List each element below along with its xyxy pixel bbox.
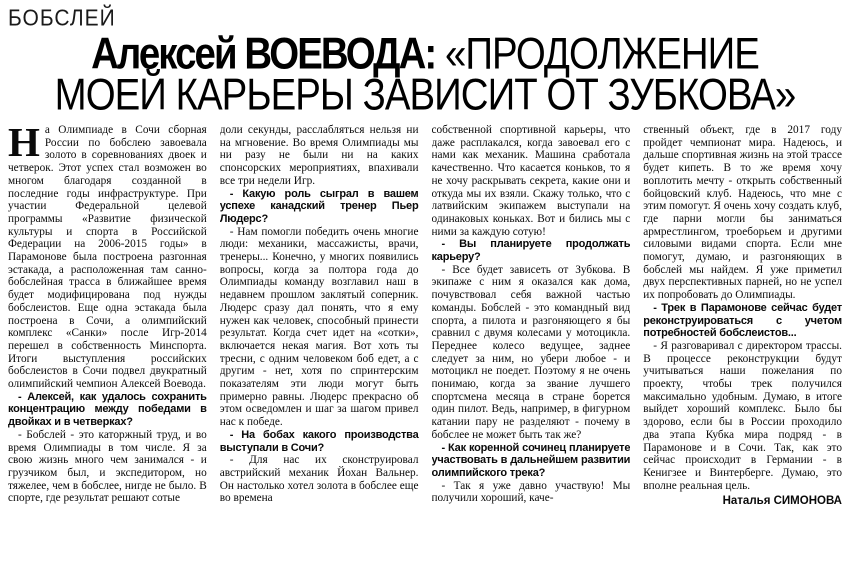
article-column-1 [8,124,207,548]
article-paragraph: ственный объект, где в 2017 году пройдет чемпионат мира. Надеюсь, и дальше спортивная жизнь на этой трассе будет кипеть. В то же время хочу воплотить мечту - открыть собственный бойцовский клуб. Надеюсь, что мне с этим помогут. Я очень хочу создать клуб, где парни могли бы заниматься армрестлингом, троеборьем и другими силовыми видами спорта. Если мне помогут, думаю, и разгоняющих в бобслей мы найдем. Я уже приметил двух перспективных парней, но не успел их попробовать до Олимпиады. [643,124,842,302]
interview-answer: - Для нас их сконструировал австрийский механик Йохан Вальнер. Он настолько хотел золота в бобслее еще во времена [219,454,419,505]
interview-answer: - Я разговаривал с директором трассы. В процессе реконструкции будут учитываться наши пожелания по проекту, чтобы трек получился максимально удобным. Думаю, в итоге выйдет хороший комплекс. Было бы здорово, если бы в России проходило два этапа Кубка мира подряд - в Парамонове и в Сочи. Так, как это сейчас происходит в Германии - в Кенигзее и Винтерберге. Думаю, это вполне реальная цель. [643,339,842,492]
article-paragraph: доли секунды, расслабляться нельзя ни на мгновение. Во время Олимпиады мы ни разу не были ни на каких спонсорских мероприятиях, впахивали все три недели Игр. [219,124,419,187]
byline: Наталья СИМОНОВА [722,495,842,508]
headline-quote-start: «ПРОДОЛЖЕНИЕ [445,29,759,79]
headline-speaker: Алексей ВОЕВОДА: [91,29,436,79]
article-column-3 [432,124,631,548]
interview-question: - Как коренной сочинец планируете участвовать в дальнейшем развитии олимпийского трека? [431,441,631,479]
headline-quote-end: МОЕЙ КАРЬЕРЫ ЗАВИСИТ ОТ ЗУБКОВА» [54,70,796,120]
interview-answer: - Нам помогли победить очень многие люди: механики, массажисты, врачи, тренеры... Конечно, у многих появились вопросы, когда за полтора года до Олимпиады команду возглавил наш в недавнем прошлом заклятый соперник. Людерс сразу дал понять, что я ему нужен как человек, способный принести результат. Когда счет идет на «сотки», включается некая магия. Вот хоть ты тресни, с одним человеком боб едет, а с другим - нет, хотя по спринтерским показателям эти люди могут быть примерно равны. Людерс прекрасно об этом осведомлен и шаг за шагом привел нас к победе. [219,225,419,429]
interview-question: - На бобах какого производства выступали в Сочи? [219,428,419,454]
drop-cap: Н [8,124,40,165]
article-body [8,124,842,548]
interview-question: - Какую роль сыграл в вашем успехе канадский тренер Пьер Людерс? [219,187,419,225]
article-paragraph: собственной спортивной карьеры, что даже расплакался, когда завоевал его с нами как механик. Машина сработала качественно. Что касается коньков, то я не хочу раскрывать секрета, какие они и откуда мы их взяли. Скажу только, что с латвийским экипажем выступали на одинаковых коньках. Вот и бились мы с ними за каждую сотую! [431,124,631,238]
section-kicker: БОБСЛЕЙ [8,6,116,31]
interview-question: - Алексей, как удалось сохранить концентрацию между победами в двойках и в четверках? [8,390,207,429]
interview-question: - Трек в Парамонове сейчас будет реконструироваться с учетом потребностей бобслеистов... [643,301,842,340]
headline-line-2 [25,70,826,120]
interview-answer: - Все будет зависеть от Зубкова. В экипаже с ним я оказался как дома, почувствовал себя важной частью команды. Бобслей - это командный вид спорта, а пилота и разгоняющего я бы сравнил с двумя колесами у мотоцикла. Переднее колесо ведущее, заднее следует за ним, но убери любое - и мотоцикл не поедет. Поэтому я не очень понимаю, когда за звание лучшего спортсмена месяца в стране борется один пилот. Ведь, например, в фигурном катании пару не разделяют - почему в бобслее не может быть так же? [431,263,631,441]
interview-question: - Вы планируете продолжать карьеру? [431,238,631,264]
article-headline [8,29,842,120]
article-column-4 [643,124,842,548]
interview-answer: - Бобслей - это каторжный труд, и во время Олимпиады в том числе. Я за свою жизнь много чем занимался - и грузчиком был, и экспедитором, но тяжелее, чем в бобслее, нигде не было. В спорте, где результат решают сотые [8,428,207,505]
interview-answer: - Так я уже давно участвую! Мы получили хороший, каче- [431,479,631,505]
article-column-2 [220,124,419,548]
article-paragraph-lead: На Олимпиаде в Сочи сборная России по бобслею завоевала золото в соревнованиях двоек и четверок. Этот успех стал возможен во многом благодаря созданной в последние годы инфраструктуре. При участии Федеральной целевой программы «Развитие физической культуры и спорта в Российской Федерации на 2006-2015 годы» в Парамонове была построена разгонная эстакада, а расположенная там санно-бобслейная трасса в ближайшее время будет модифицирована под нужды бобслеистов. Еще одна эстакада была построена в Сочи, а олимпийский комплекс «Санки» после Игр-2014 перешел в собственность Минспорта. Итоги выступления российских бобслеистов в Сочи подвел двукратный олимпийский чемпион Алексей Воевода. [8,124,207,391]
